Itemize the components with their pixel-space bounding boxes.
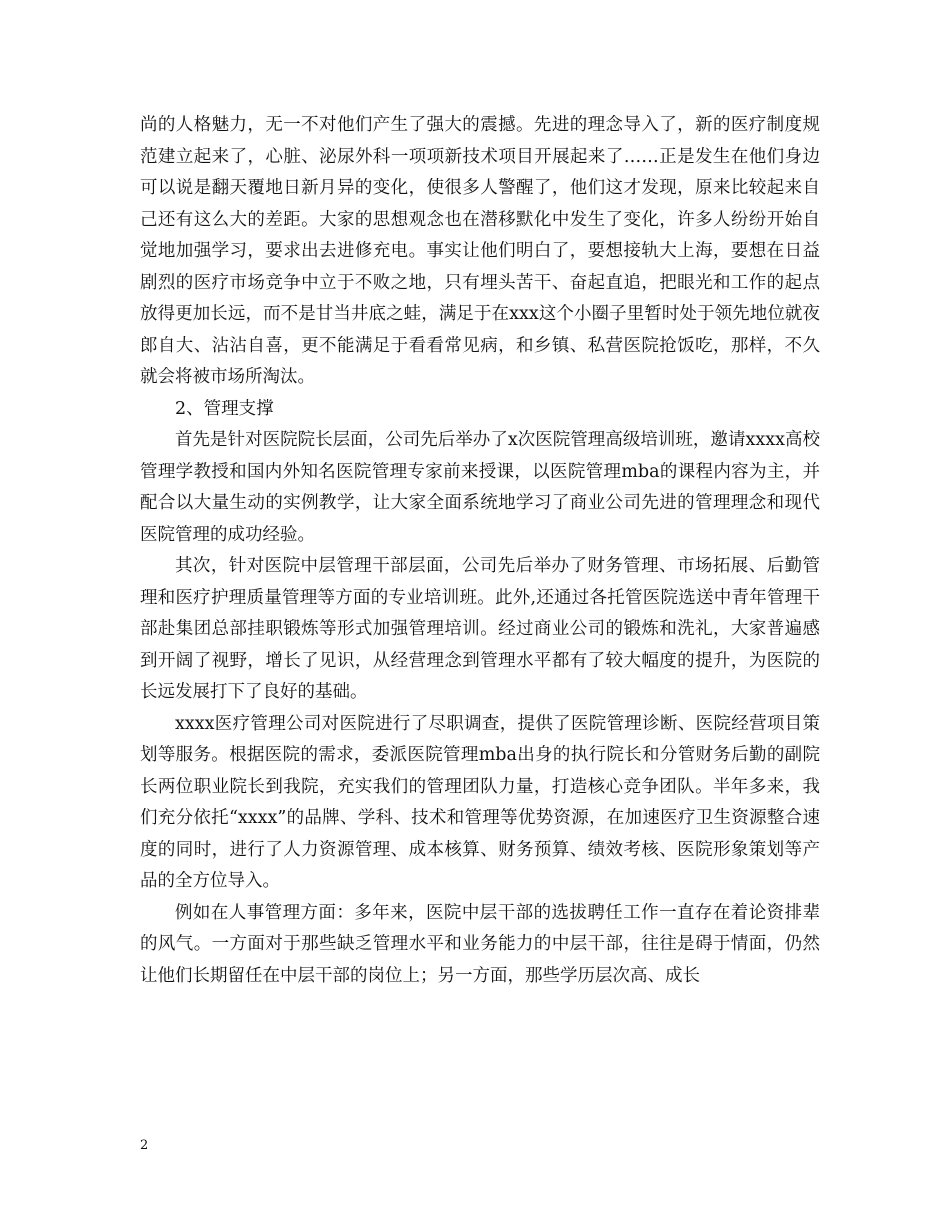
paragraph: 其次，针对医院中层管理干部层面，公司先后举办了财务管理、市场拓展、后勤管理和医疗护理质量管理等方面的专业培训班。此外,还通过各托管医院选送中青年管理干部赴集团总部挂职锻炼等形式加强管理培训。经过商业公司的锻炼和洗礼，大家普遍感到开阔了视野，增长了见识，从经营理念到管理水平都有了较大幅度的提升，为医院的长远发展打下了良好的基础。 (140, 556, 820, 702)
paragraph-continuation: 尚的人格魅力，无一不对他们产生了强大的震撼。先进的理念导入了，新的医疗制度规范建立起来了，心脏、泌尿外科一项项新技术项目开展起来了……正是发生在他们身边可以说是翻天覆地日新月异的变化，使很多人警醒了，他们这才发现，原来比较起来自己还有这么大的差距。大家的思想观念也在潜移默化中发生了变化，许多人纷纷开始自觉地加强学习，要求出去进修充电。事实让他们明白了，要想接轨大上海，要想在日益剧烈的医疗市场竞争中立于不败之地，只有埋头苦干、奋起直追，把眼光和工作的起点放得更加长远，而不是甘当井底之蛙，满足于在xxx这个小圈子里暂时处于领先地位就夜郎自大、沾沾自喜，更不能满足于看看常见病，和乡镇、私营医院抢饭吃，那样，不久就会将被市场所淘汰。 (140, 115, 820, 387)
page-number: 2 (140, 1138, 149, 1153)
paragraph: 首先是针对医院院长层面，公司先后举办了x次医院管理高级培训班，邀请xxxx高校管理学教授和国内外知名医院管理专家前来授课，以医院管理mba的课程内容为主，并配合以大量生动的实例教学，让大家全面系统地学习了商业公司先进的管理理念和现代医院管理的成功经验。 (140, 430, 820, 545)
paragraph: 例如在人事管理方面：多年来，医院中层干部的选拔聘任工作一直存在着论资排辈的风气。一方面对于那些缺乏管理水平和业务能力的中层干部，往往是碍于情面，仍然让他们长期留任在中层干部的岗位上；另一方面，那些学历层次高、成长 (140, 902, 820, 986)
body-text (140, 110, 820, 992)
paragraph: xxxx医疗管理公司对医院进行了尽职调查，提供了医院管理诊断、医院经营项目策划等服务。根据医院的需求，委派医院管理mba出身的执行院长和分管财务后勤的副院长两位职业院长到我院，充实我们的管理团队力量，打造核心竞争团队。半年多来，我们充分依托“xxxx”的品牌、学科、技术和管理等优势资源，在加速医疗卫生资源整合速度的同时，进行了人力资源管理、成本核算、财务预算、绩效考核、医院形象策划等产品的全方位导入。 (140, 713, 820, 891)
section-heading: 2、管理支撑 (175, 398, 274, 419)
